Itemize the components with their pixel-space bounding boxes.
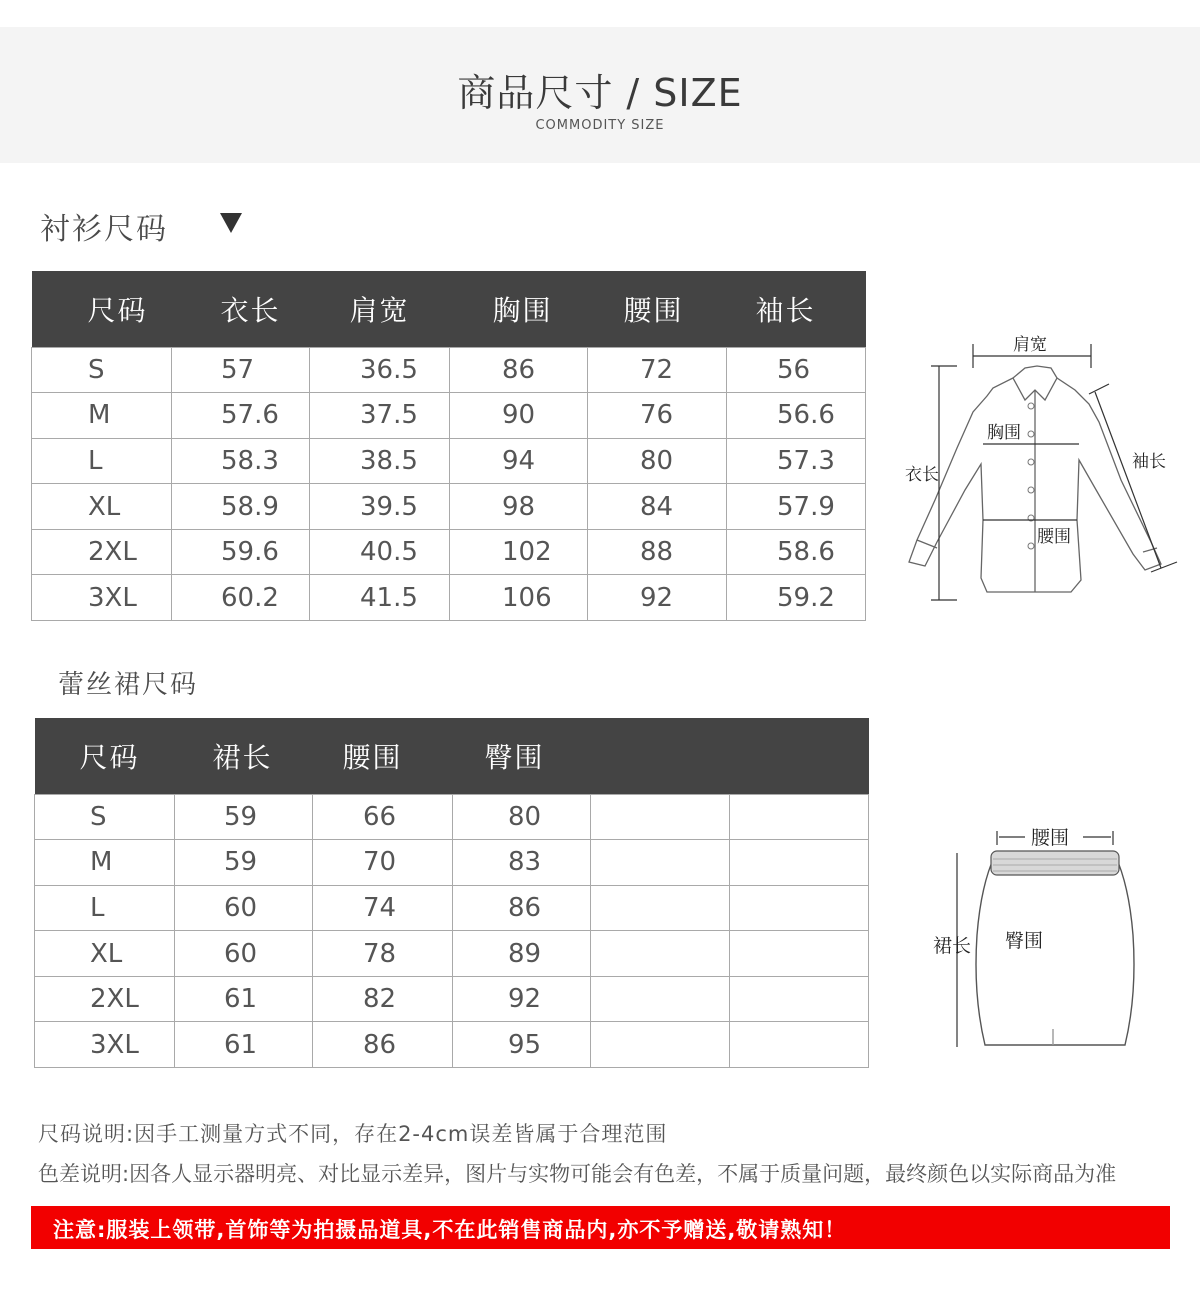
skirt-length-label: 裙长: [933, 935, 972, 957]
table-cell: [730, 976, 869, 1022]
table-cell: 66: [313, 794, 453, 840]
table-cell: 76: [588, 393, 727, 439]
table-cell: 84: [588, 484, 727, 530]
table-cell: 94: [450, 438, 588, 484]
table-cell: 92: [588, 575, 727, 621]
page-title: 商品尺寸 / SIZE: [457, 71, 743, 115]
table-cell: 86: [453, 885, 591, 931]
table-cell: 57: [172, 347, 310, 393]
table-cell: 83: [453, 840, 591, 886]
table-cell: 59.6: [172, 529, 310, 575]
table-cell: [591, 885, 730, 931]
table-cell: 98: [450, 484, 588, 530]
chest-label: 胸围: [987, 423, 1021, 443]
table-cell: 86: [450, 347, 588, 393]
table-cell: 3XL: [32, 575, 172, 621]
table-cell: 3XL: [35, 1022, 175, 1068]
table-cell: S: [32, 347, 172, 393]
length-label: 衣长: [905, 465, 939, 485]
table-cell: 57.6: [172, 393, 310, 439]
table-cell: 57.9: [727, 484, 866, 530]
table-cell: 40.5: [310, 529, 450, 575]
table-cell: 102: [450, 529, 588, 575]
table-cell: 58.9: [172, 484, 310, 530]
table-cell: [591, 976, 730, 1022]
column-header: 衣长: [172, 271, 310, 347]
color-note: 色差说明:因各人显示器明亮、对比显示差异，图片与实物可能会有色差，不属于质量问题，最终颜色以实际商品为准: [38, 1162, 1117, 1186]
table-row: [35, 976, 869, 1022]
warning-text: 注意:服装上领带,首饰等为拍摄品道具,不在此销售商品内,亦不予赠送,敬请熟知！: [53, 1218, 847, 1242]
table-cell: [591, 1022, 730, 1068]
table-cell: 2XL: [35, 976, 175, 1022]
triangle-down-icon: [220, 213, 242, 233]
table-cell: 80: [453, 794, 591, 840]
table-row: [35, 794, 869, 840]
sleeve-label: 袖长: [1132, 452, 1166, 472]
table-cell: 41.5: [310, 575, 450, 621]
table-cell: XL: [35, 931, 175, 977]
table-row: [35, 931, 869, 977]
table-cell: 60.2: [172, 575, 310, 621]
table-row: [32, 529, 866, 575]
column-header: 胸围: [450, 271, 588, 347]
skirt-outline: [976, 855, 1134, 1045]
table-cell: 61: [175, 976, 313, 1022]
table-cell: 59: [175, 794, 313, 840]
table-cell: [591, 794, 730, 840]
warning-banner: [31, 1206, 1170, 1249]
shirt-size-table: [31, 271, 866, 621]
table-cell: L: [32, 438, 172, 484]
table-cell: M: [32, 393, 172, 439]
page-subtitle: COMMODITY SIZE: [535, 118, 665, 133]
skirt-diagram: [925, 815, 1155, 1060]
table-cell: 82: [313, 976, 453, 1022]
table-row: [32, 347, 866, 393]
skirt-waist-label: 腰围: [1031, 827, 1070, 849]
table-cell: 59: [175, 840, 313, 886]
table-cell: [591, 840, 730, 886]
table-row: [35, 885, 869, 931]
waist-label: 腰围: [1037, 527, 1071, 547]
table-cell: 37.5: [310, 393, 450, 439]
table-cell: S: [35, 794, 175, 840]
table-header-row: [32, 271, 866, 347]
table-cell: [730, 931, 869, 977]
table-cell: 92: [453, 976, 591, 1022]
column-header: 臀围: [453, 718, 591, 794]
table-cell: [730, 794, 869, 840]
table-cell: 56: [727, 347, 866, 393]
table-cell: 58.6: [727, 529, 866, 575]
table-cell: 36.5: [310, 347, 450, 393]
table-cell: 59.2: [727, 575, 866, 621]
table-cell: [730, 1022, 869, 1068]
skirt-section-title: 蕾丝裙尺码: [58, 670, 199, 700]
table-cell: 39.5: [310, 484, 450, 530]
column-header: 腰围: [313, 718, 453, 794]
size-note: 尺码说明:因手工测量方式不同，存在2-4cm误差皆属于合理范围: [38, 1122, 668, 1146]
table-cell: 70: [313, 840, 453, 886]
table-cell: 88: [588, 529, 727, 575]
column-header: [730, 718, 869, 794]
shirt-section-title: 衬衫尺码: [40, 212, 168, 247]
table-cell: [591, 931, 730, 977]
table-cell: 72: [588, 347, 727, 393]
table-cell: 60: [175, 885, 313, 931]
column-header: [591, 718, 730, 794]
table-row: [35, 1022, 869, 1068]
table-cell: 90: [450, 393, 588, 439]
table-cell: 57.3: [727, 438, 866, 484]
table-row: [32, 484, 866, 530]
table-cell: 86: [313, 1022, 453, 1068]
table-cell: 2XL: [32, 529, 172, 575]
shirt-diagram: [895, 330, 1185, 610]
table-cell: 106: [450, 575, 588, 621]
table-row: [32, 393, 866, 439]
table-cell: 61: [175, 1022, 313, 1068]
column-header: 尺码: [32, 271, 172, 347]
table-cell: L: [35, 885, 175, 931]
table-cell: XL: [32, 484, 172, 530]
table-cell: 38.5: [310, 438, 450, 484]
table-cell: 56.6: [727, 393, 866, 439]
skirt-hip-label: 臀围: [1005, 930, 1044, 952]
column-header: 裙长: [175, 718, 313, 794]
table-cell: 58.3: [172, 438, 310, 484]
table-cell: 89: [453, 931, 591, 977]
table-cell: 78: [313, 931, 453, 977]
table-cell: M: [35, 840, 175, 886]
table-row: [35, 840, 869, 886]
column-header: 肩宽: [310, 271, 450, 347]
table-cell: 95: [453, 1022, 591, 1068]
column-header: 袖长: [727, 271, 866, 347]
table-header-row: [35, 718, 869, 794]
table-cell: 80: [588, 438, 727, 484]
column-header: 尺码: [35, 718, 175, 794]
shoulder-label: 肩宽: [1013, 335, 1047, 355]
table-cell: 74: [313, 885, 453, 931]
table-row: [32, 438, 866, 484]
table-row: [32, 575, 866, 621]
column-header: 腰围: [588, 271, 727, 347]
table-cell: [730, 885, 869, 931]
table-cell: 60: [175, 931, 313, 977]
table-cell: [730, 840, 869, 886]
skirt-size-table: [34, 718, 869, 1068]
